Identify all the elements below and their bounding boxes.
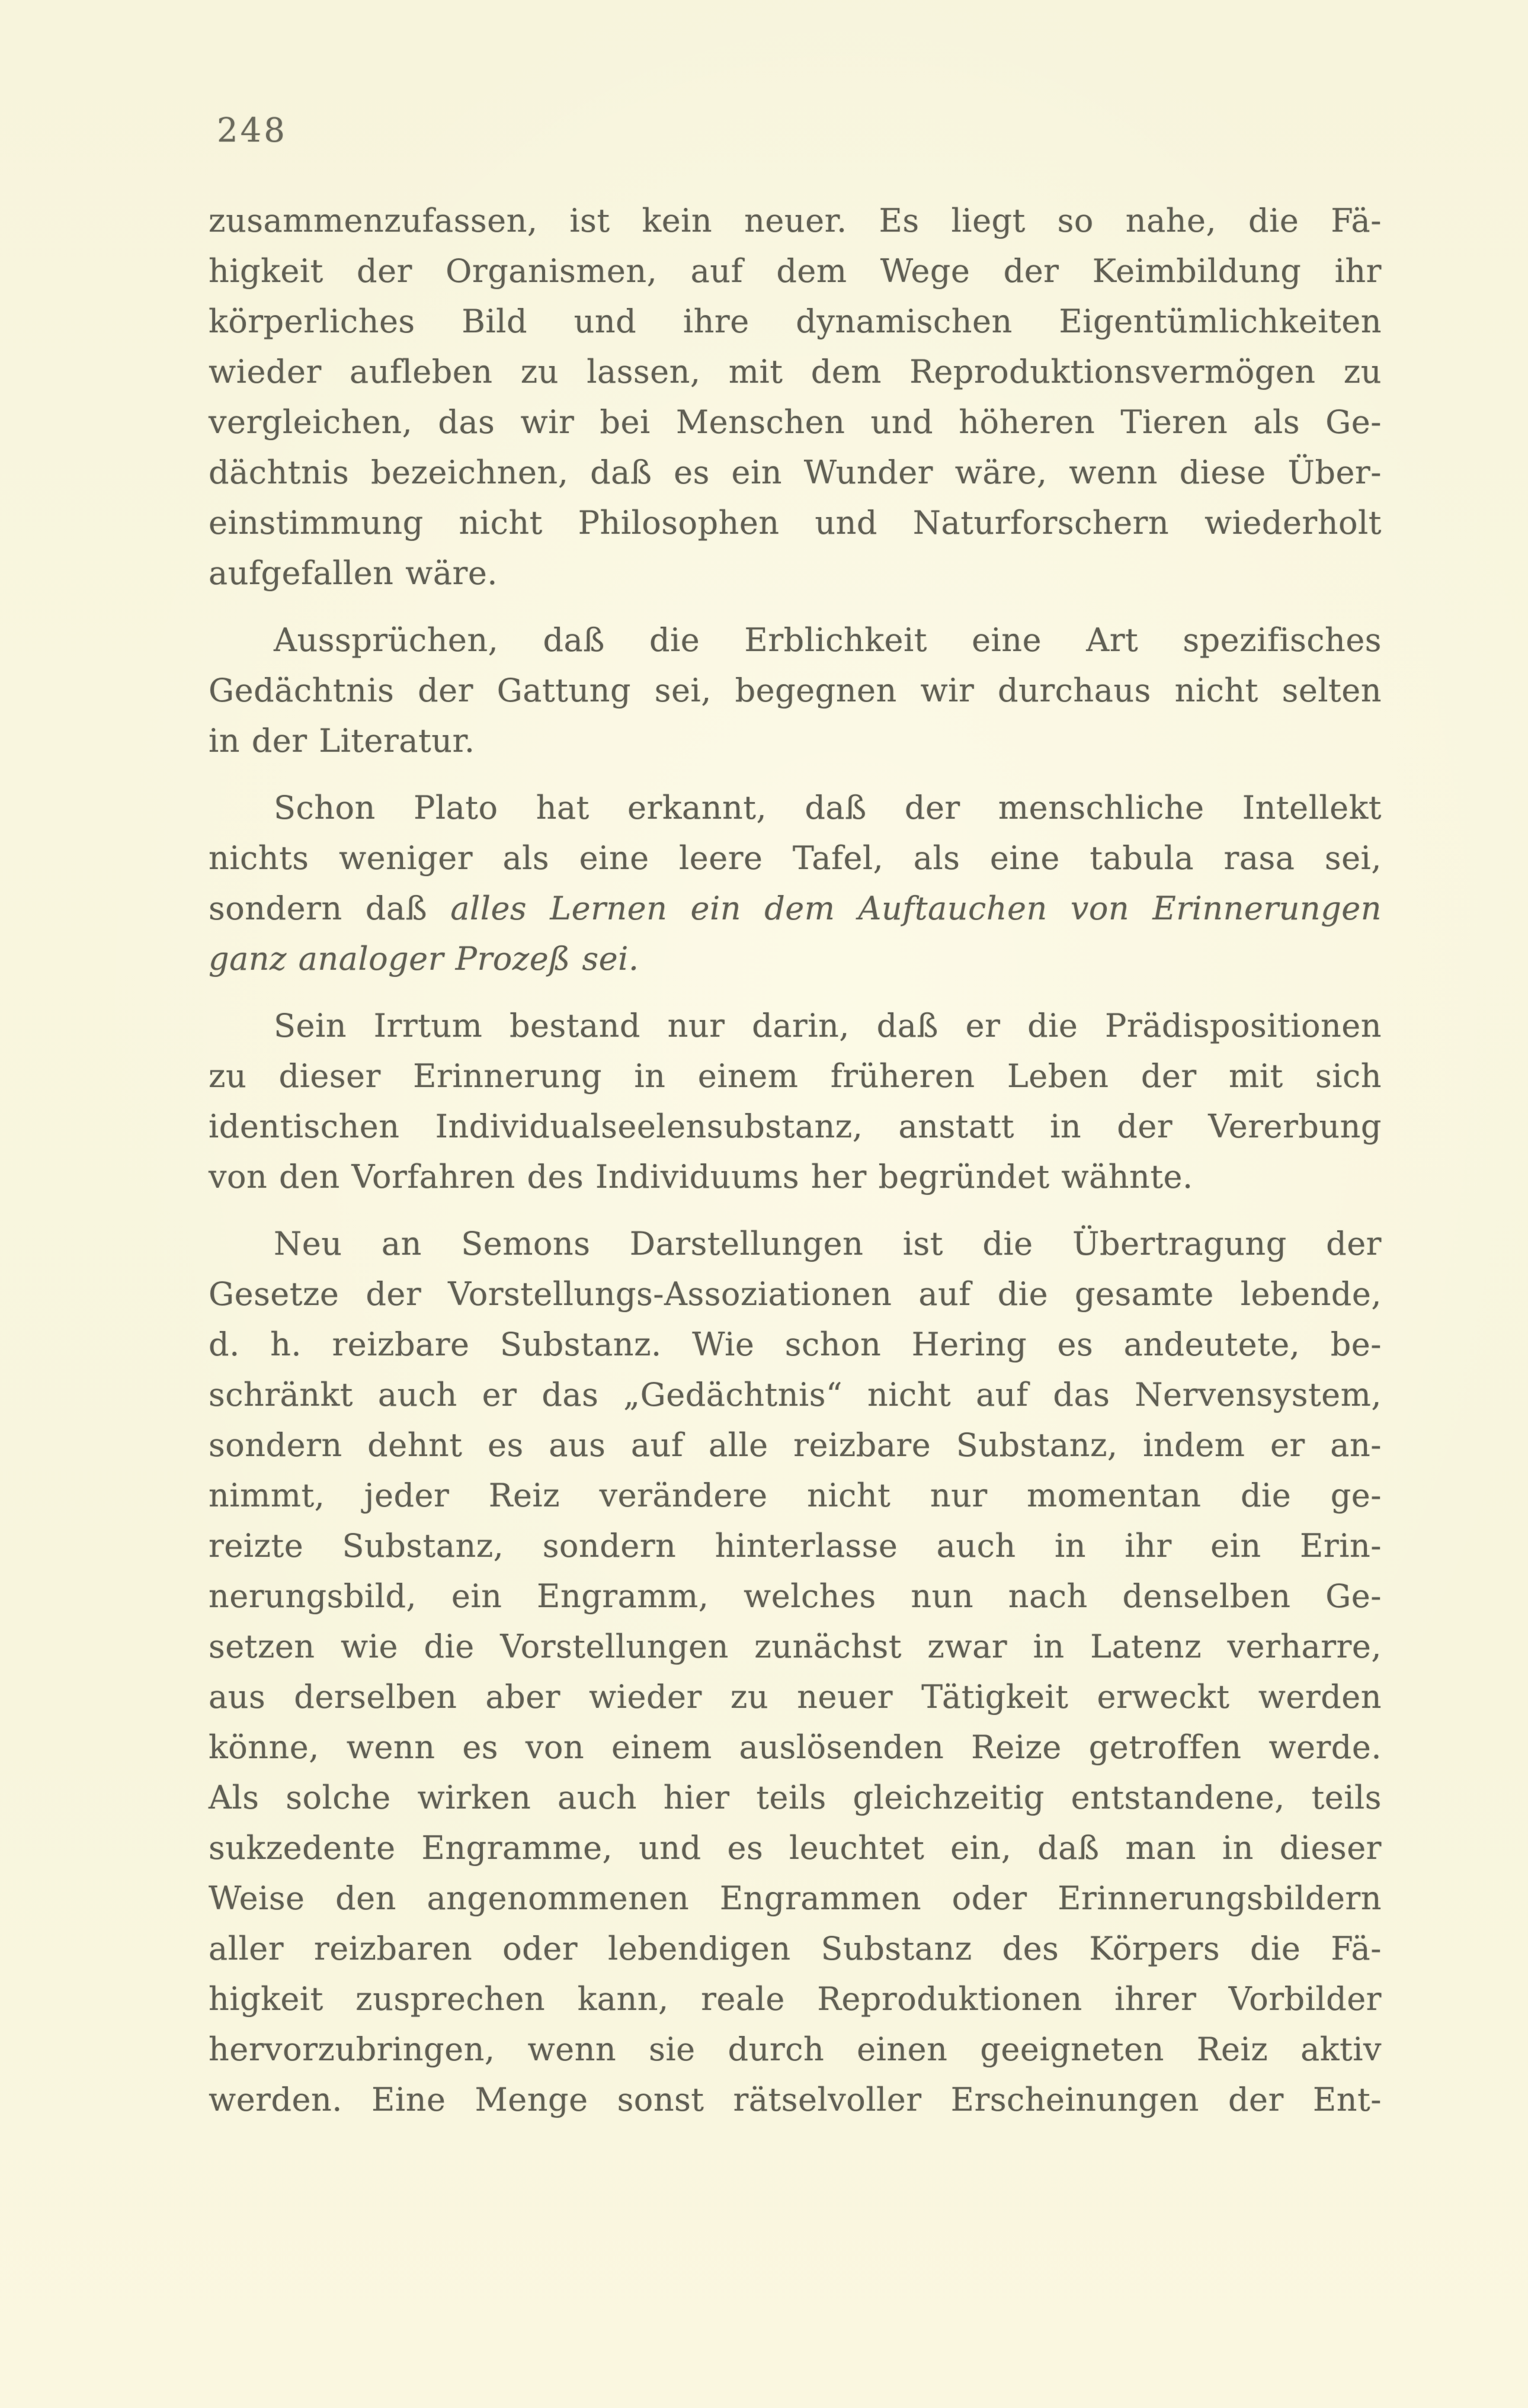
text-line [209, 498, 1382, 548]
text-segment: dächtnis bezeichnen, daß es ein Wunder wäre, wenn diese Über- [209, 454, 1382, 491]
text-line [209, 1001, 1382, 1051]
text-segment: zusammenzufassen, ist kein neuer. Es liegt so nahe, die Fä- [209, 202, 1382, 239]
text-line [209, 1923, 1382, 1974]
text-segment: nerungsbild, ein Engramm, welches nun nach denselben Ge- [209, 1577, 1382, 1615]
text-segment: könne, wenn es von einem auslösenden Reize getroffen werde. [209, 1729, 1382, 1766]
text-segment: Gesetze der Vorstellungs-Assoziationen auf die gesamte lebende, [209, 1275, 1382, 1313]
text-line [209, 1470, 1382, 1521]
text-line [209, 1051, 1382, 1101]
text-line [209, 833, 1382, 883]
paragraph [209, 615, 1382, 766]
text-segment: nimmt, jeder Reiz verändere nicht nur momentan die ge- [209, 1477, 1382, 1514]
text-line [209, 195, 1382, 246]
text-line [209, 1319, 1382, 1370]
text-line [209, 246, 1382, 296]
text-segment: in der Literatur. [209, 722, 475, 759]
text-segment: reizte Substanz, sondern hinterlasse auch in ihr ein Erin- [209, 1527, 1382, 1564]
text-segment: aufgefallen wäre. [209, 554, 498, 592]
text-segment: nichts weniger als eine leere Tafel, als eine tabula rasa sei, [209, 839, 1382, 877]
text-segment: aller reizbaren oder lebendigen Substanz des Körpers die Fä- [209, 1930, 1382, 1967]
text-segment: higkeit der Organismen, auf dem Wege der Keimbildung ihr [209, 252, 1382, 290]
text-segment: Sein Irrtum bestand nur darin, daß er die Prädispositionen [274, 1007, 1382, 1044]
text-segment: zu dieser Erinnerung in einem früheren Leben der mit sich [209, 1057, 1382, 1095]
paragraph [209, 1219, 1382, 2125]
text-line [209, 447, 1382, 498]
text-line [209, 1672, 1382, 1722]
text-line [209, 783, 1382, 833]
text-segment: von den Vorfahren des Individuums her begründet wähnte. [209, 1158, 1193, 1195]
text-line [209, 1370, 1382, 1420]
text-line [209, 2024, 1382, 2074]
text-line [209, 1101, 1382, 1152]
page-number: 248 [217, 111, 287, 150]
text-segment: Als solche wirken auch hier teils gleichzeitig entstandene, teils [209, 1779, 1382, 1816]
text-segment: Weise den angenommenen Engrammen oder Erinnerungsbildern [209, 1880, 1382, 1917]
text-line [209, 716, 1382, 766]
text-segment: setzen wie die Vorstellungen zunächst zwar in Latenz verharre, [209, 1628, 1382, 1665]
text-segment: schränkt auch er das „Gedächtnis“ nicht auf das Nervensystem, [209, 1376, 1382, 1413]
text-segment: Gedächtnis der Gattung sei, begegnen wir durchaus nicht selten [209, 672, 1382, 709]
text-line [209, 665, 1382, 716]
text-segment: vergleichen, das wir bei Menschen und höheren Tieren als Ge- [209, 403, 1382, 441]
text-segment: sukzedente Engramme, und es leuchtet ein, daß man in dieser [209, 1829, 1382, 1867]
italic-text-segment: alles Lernen ein dem Auftauchen von Erinnerungen [450, 890, 1382, 927]
paragraph [209, 1001, 1382, 1202]
text-line [209, 883, 1382, 934]
text-segment: Schon Plato hat erkannt, daß der menschliche Intellekt [274, 789, 1382, 826]
italic-text-segment: ganz analoger Prozeß sei. [209, 940, 639, 977]
text-segment: aus derselben aber wieder zu neuer Tätigkeit erweckt werden [209, 1678, 1382, 1716]
paragraph [209, 783, 1382, 984]
text-line [209, 1974, 1382, 2024]
text-line [209, 1772, 1382, 1823]
text-segment: d. h. reizbare Substanz. Wie schon Hering es andeutete, be- [209, 1326, 1382, 1363]
text-line [209, 1722, 1382, 1772]
text-segment: körperliches Bild und ihre dynamischen Eigentümlichkeiten [209, 303, 1382, 340]
text-segment: identischen Individualseelensubstanz, anstatt in der Vererbung [209, 1108, 1382, 1145]
text-segment: werden. Eine Menge sonst rätselvoller Erscheinungen der Ent- [209, 2081, 1382, 2118]
text-segment: Aussprüchen, daß die Erblichkeit eine Art spezifisches [274, 621, 1382, 659]
text-segment: sondern daß [209, 890, 451, 927]
text-segment: wieder aufleben zu lassen, mit dem Reproduktionsvermögen zu [209, 353, 1382, 390]
text-line [209, 615, 1382, 665]
text-segment: sondern dehnt es aus auf alle reizbare Substanz, indem er an- [209, 1426, 1382, 1464]
text-line [209, 1621, 1382, 1672]
text-line [209, 1521, 1382, 1571]
text-segment: Neu an Semons Darstellungen ist die Übertragung der [274, 1225, 1382, 1262]
text-line [209, 1823, 1382, 1873]
text-line [209, 1571, 1382, 1621]
paragraph [209, 195, 1382, 598]
text-segment: higkeit zusprechen kann, reale Reproduktionen ihrer Vorbilder [209, 1980, 1382, 2018]
text-line [209, 1269, 1382, 1319]
text-segment: einstimmung nicht Philosophen und Naturforschern wiederholt [209, 504, 1382, 541]
text-line [209, 934, 1382, 984]
text-line [209, 1219, 1382, 1269]
text-line [209, 1420, 1382, 1470]
text-line [209, 1152, 1382, 1202]
text-block [209, 195, 1382, 2125]
text-line [209, 347, 1382, 397]
text-segment: hervorzubringen, wenn sie durch einen geeigneten Reiz aktiv [209, 2031, 1382, 2068]
text-line [209, 548, 1382, 598]
text-line [209, 2074, 1382, 2125]
text-line [209, 397, 1382, 447]
text-line [209, 296, 1382, 347]
text-line [209, 1873, 1382, 1923]
